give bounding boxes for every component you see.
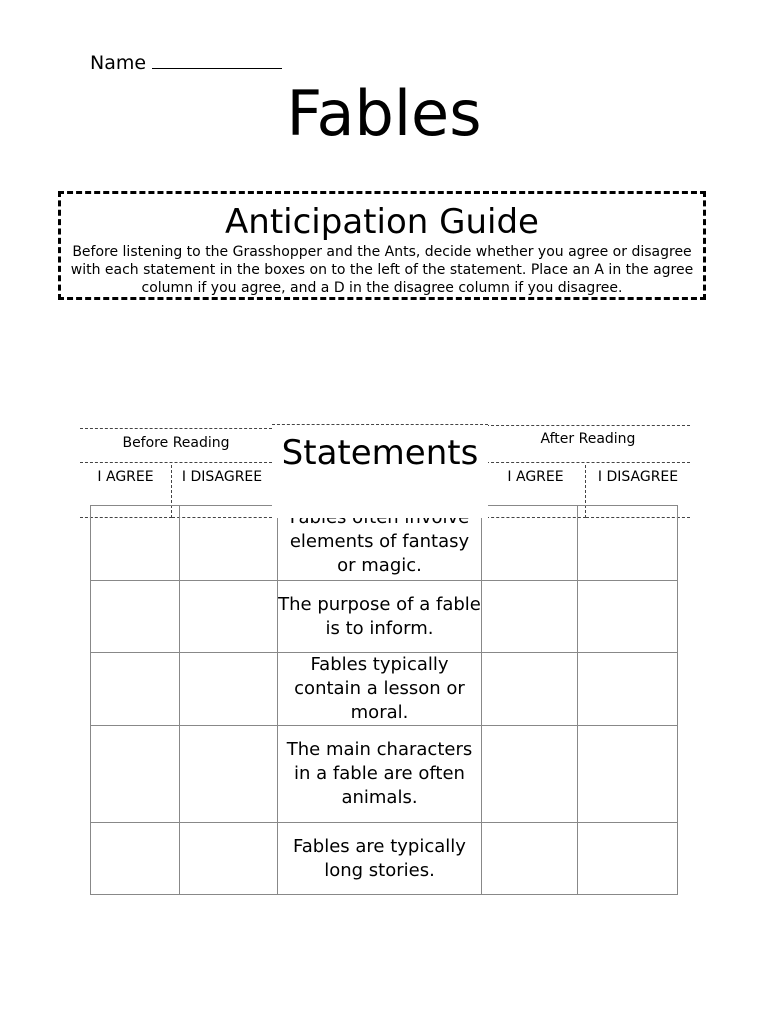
after-disagree-cell[interactable] (578, 581, 678, 653)
statement-cell: elements of fantasy or magic. (278, 506, 482, 581)
after-agree-cell[interactable] (482, 581, 578, 653)
after-agree-cell[interactable] (482, 823, 578, 895)
name-label: Name (90, 52, 147, 74)
before-agree-cell[interactable] (91, 581, 180, 653)
after-agree-header: I AGREE (486, 465, 586, 518)
table-row (91, 581, 678, 653)
anticipation-table (90, 505, 678, 895)
after-disagree-cell[interactable] (578, 653, 678, 726)
before-disagree-header: I DISAGREE (172, 465, 272, 518)
after-disagree-cell[interactable] (578, 823, 678, 895)
before-agree-cell[interactable] (91, 823, 180, 895)
statement-cell: The main characters in a fable are often animals. (278, 726, 482, 823)
name-blank-line[interactable] (152, 52, 282, 69)
after-reading-header: After Reading (486, 425, 690, 463)
guide-instructions: Before listening to the Grasshopper and the Ants, decide whether you agree or disagree with each statement in the boxes on to the left of the statement. Place an A in the agree column if you agree, and a D in the disagree column if you disagree. (70, 244, 694, 296)
statement-cell: Fables are typically long stories. (278, 823, 482, 895)
after-agree-cell[interactable] (482, 506, 578, 581)
page-title: Fables (286, 77, 482, 150)
before-agree-cell[interactable] (91, 726, 180, 823)
table-row (91, 726, 678, 823)
before-agree-header: I AGREE (80, 465, 172, 518)
anticipation-guide-box (58, 191, 706, 300)
before-agree-cell[interactable] (91, 653, 180, 726)
after-disagree-header: I DISAGREE (586, 465, 690, 518)
guide-title: Anticipation Guide (225, 202, 539, 242)
after-agree-cell[interactable] (482, 653, 578, 726)
before-agree-cell[interactable] (91, 506, 180, 581)
after-disagree-cell[interactable] (578, 506, 678, 581)
after-disagree-cell[interactable] (578, 726, 678, 823)
before-disagree-cell[interactable] (180, 653, 278, 726)
table-row (91, 653, 678, 726)
table-row (91, 823, 678, 895)
after-agree-cell[interactable] (482, 726, 578, 823)
before-disagree-cell[interactable] (180, 726, 278, 823)
before-disagree-cell[interactable] (180, 581, 278, 653)
statements-header: Statements (272, 424, 488, 518)
name-field[interactable] (90, 52, 282, 74)
before-disagree-cell[interactable] (180, 823, 278, 895)
statement-cell: The purpose of a fable is to inform. (278, 581, 482, 653)
before-disagree-cell[interactable] (180, 506, 278, 581)
statement-cell: Fables typically contain a lesson or moral. (278, 653, 482, 726)
before-reading-header: Before Reading (80, 428, 272, 463)
